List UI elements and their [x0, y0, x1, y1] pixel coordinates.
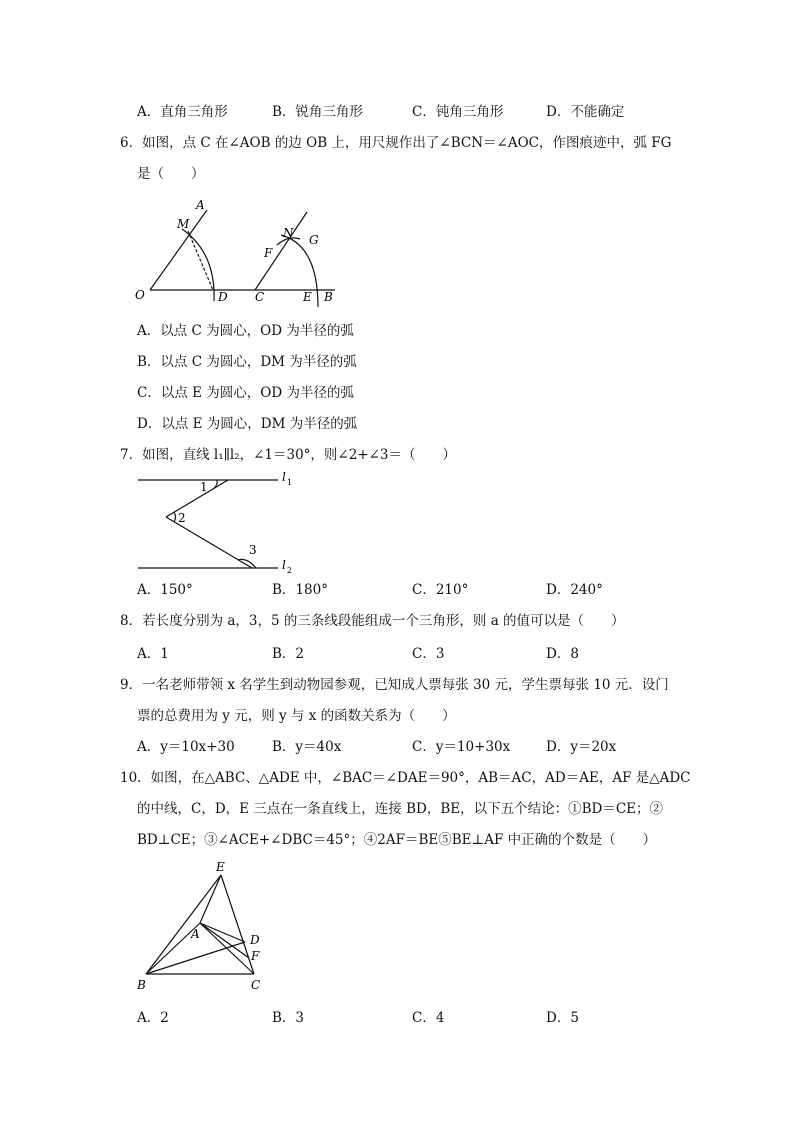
- q6-label-o: O: [135, 288, 145, 302]
- q8-option-b[interactable]: B．2: [272, 646, 305, 662]
- q6-option-d[interactable]: D．以点 E 为圆心，DM 为半径的弧: [137, 416, 358, 432]
- q10-option-c[interactable]: C．4: [412, 1010, 445, 1026]
- q10-figure: [130, 858, 280, 998]
- q6-label-a: A: [196, 198, 205, 212]
- q8-option-d[interactable]: D．8: [546, 646, 579, 662]
- q6-option-c[interactable]: C．以点 E 为圆心，OD 为半径的弧: [137, 385, 354, 401]
- q10-label-a: A: [191, 927, 200, 941]
- q10-option-a[interactable]: A．2: [137, 1010, 169, 1026]
- q7-segment-upper: [166, 480, 228, 517]
- q6-figure: [130, 195, 350, 310]
- q6-dashed-md: [188, 231, 213, 290]
- q5-option-a[interactable]: A．直角三角形: [137, 104, 228, 120]
- q7-option-d[interactable]: D．240°: [546, 582, 603, 598]
- q6-stem-line2: 是（ ）: [137, 166, 205, 182]
- q9-stem-line1: 9．一名老师带领 x 名学生到动物园参观，已知成人票每张 30 元，学生票每张 10 元．设门: [120, 677, 669, 693]
- q9-stem-line2: 票的总费用为 y 元，则 y 与 x 的函数关系为（ ）: [137, 708, 456, 724]
- q6-label-c: C: [255, 290, 265, 304]
- q7-figure: [130, 468, 300, 578]
- q6-option-a[interactable]: A．以点 C 为圆心，OD 为半径的弧: [137, 323, 354, 339]
- q7-label-1: 1: [200, 480, 208, 494]
- q9-option-b[interactable]: B．y＝40x: [272, 739, 342, 755]
- q9-option-a[interactable]: A．y＝10x+30: [137, 739, 235, 755]
- q10-stem-line2: 的中线，C，D，E 三点在一条直线上，连接 BD，BE，以下五个结论：①BD＝CE；②: [137, 801, 664, 817]
- q6-label-d: D: [218, 290, 228, 304]
- q6-label-g: G: [309, 233, 319, 247]
- q6-label-e: E: [303, 290, 312, 304]
- q7-label-l2-sub: 2: [287, 566, 293, 575]
- q7-label-l1-sub: 1: [287, 478, 293, 487]
- q9-option-c[interactable]: C．y＝10+30x: [412, 739, 511, 755]
- q5-option-b[interactable]: B．锐角三角形: [272, 104, 363, 120]
- q7-label-3: 3: [249, 543, 257, 557]
- q6-ray-cn: [255, 212, 307, 290]
- q8-option-c[interactable]: C．3: [412, 646, 445, 662]
- q8-option-a[interactable]: A．1: [137, 646, 169, 662]
- q7-option-b[interactable]: B．180°: [272, 582, 328, 598]
- q6-label-b: B: [324, 290, 333, 304]
- q7-stem: 7．如图，直线 l₁∥l₂，∠1＝30°，则∠2+∠3＝（ ）: [120, 447, 457, 463]
- q10-option-d[interactable]: D．5: [546, 1010, 579, 1026]
- q7-angle-2-arc: [174, 512, 176, 522]
- q10-label-e: E: [216, 860, 225, 874]
- q10-stem-line1: 10．如图，在△ABC、△ADE 中，∠BAC＝∠DAE＝90°，AB＝AC，AD＝AE，AF 是△ADC: [120, 770, 691, 786]
- q10-option-b[interactable]: B．3: [272, 1010, 305, 1026]
- q9-option-d[interactable]: D．y＝20x: [546, 739, 617, 755]
- q7-label-2: 2: [178, 511, 186, 525]
- q6-label-f: F: [264, 246, 273, 260]
- q10-label-d: D: [250, 933, 260, 947]
- q5-option-c[interactable]: C．钝角三角形: [412, 104, 504, 120]
- q6-option-b[interactable]: B．以点 C 为圆心，DM 为半径的弧: [137, 354, 357, 370]
- q6-stem-line1: 6．如图，点 C 在∠AOB 的边 OB 上，用尺规作出了∠BCN＝∠AOC，作图痕迹中，弧 FG: [120, 135, 672, 151]
- q6-label-m: M: [177, 217, 190, 231]
- q10-label-f: F: [251, 949, 260, 963]
- q10-seg-bd: [146, 942, 245, 974]
- q10-stem-line3: BD⊥CE；③∠ACE+∠DBC＝45°；④2AF＝BE⑤BE⊥AF 中正确的个数是（ ）: [137, 832, 657, 848]
- q10-seg-be: [146, 875, 221, 974]
- q5-option-d[interactable]: D．不能确定: [546, 104, 625, 120]
- q10-label-b: B: [137, 978, 146, 992]
- q8-stem: 8．若长度分别为 a，3，5 的三条线段能组成一个三角形，则 a 的值可以是（ ）: [120, 613, 625, 629]
- q7-label-l2: l: [282, 558, 286, 572]
- q7-option-c[interactable]: C．210°: [412, 582, 469, 598]
- q6-label-n: N: [283, 226, 294, 240]
- q7-label-l1: l: [282, 470, 286, 484]
- q7-option-a[interactable]: A．150°: [137, 582, 193, 598]
- q10-label-c: C: [251, 978, 261, 992]
